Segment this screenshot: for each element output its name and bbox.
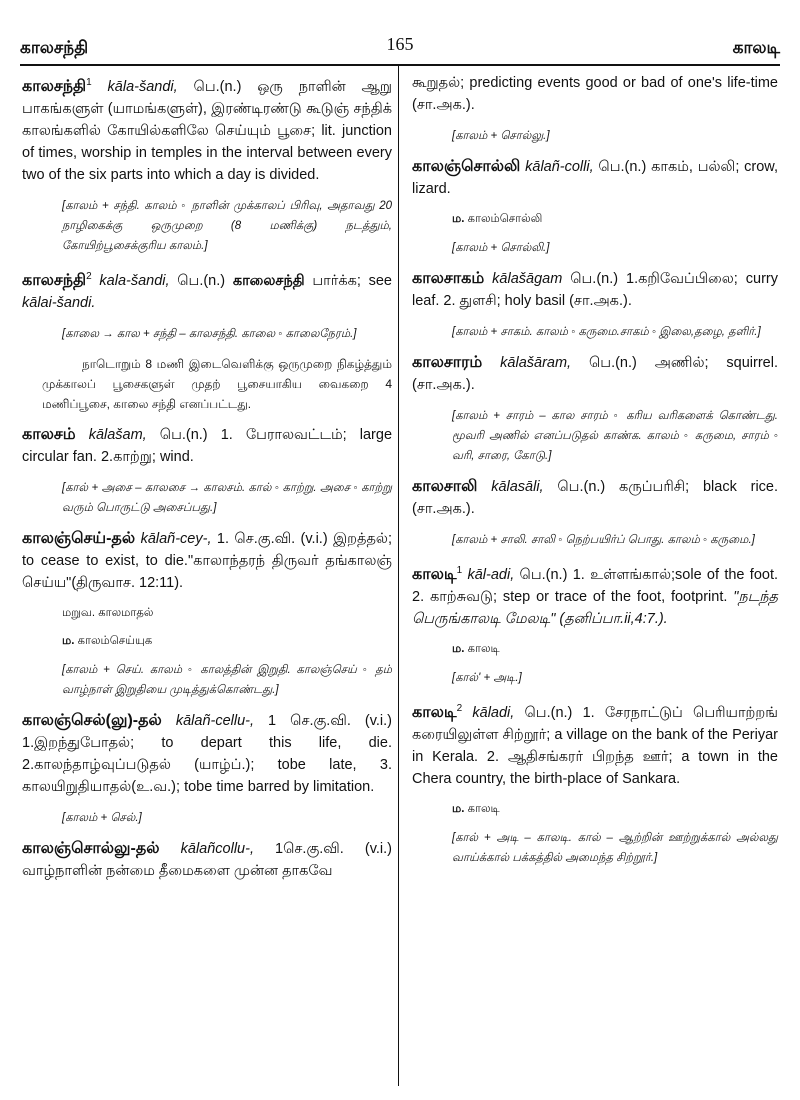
cognate-line xyxy=(452,640,778,658)
etymology-note: [காலம் + சொல்லி.] xyxy=(452,242,550,254)
cognate-lang-label: ம. xyxy=(452,802,465,815)
headword: காலடி xyxy=(412,565,457,583)
headword: காலஞ்செய்-தல் xyxy=(22,529,136,547)
transliteration: kālañ-colli, xyxy=(525,159,594,175)
entry-kalasagam xyxy=(412,268,778,312)
etymology-note: [காலம் + சொல்லு.] xyxy=(452,130,550,142)
synonym-line: மறுவ. காலமாதல் xyxy=(62,606,154,619)
entry-kalancolli xyxy=(412,156,778,200)
transliteration: kāla-šandi, xyxy=(107,78,178,95)
cognate-line xyxy=(452,800,778,818)
entry-continuation: கூறுதல்; predicting events good or bad of one's life-time (சா.அக.). xyxy=(412,75,778,113)
etymology-note: [காலை → கால + சந்தி – காலசந்தி. காலை ◦ காலைநேரம்.] xyxy=(62,327,357,340)
etymology-note: [காலம் + செல்.] xyxy=(62,811,142,824)
definition: பெ.(n.) ஒரு நாளின் ஆறு பாகங்களுள் (யாமங்களுள்), இரண்டிரண்டு கூடுஞ் சந்திக் காலங்களில் கோயில்களிலே செய்யும் பூசை; lit. junction of times, worship in temples in the interval between every two of the six parts into which a day is divided. xyxy=(22,78,393,183)
definition: பெ.(n.) xyxy=(169,272,233,289)
headword: காலசாலி xyxy=(412,478,478,495)
headword: காலசந்தி xyxy=(22,77,87,95)
definition: பெ.(n.) 1. உள்ளங்கால்;sole of the foot. 2. காற்சுவடு; step or trace of the foot, footprint. xyxy=(412,566,779,605)
page-number: 165 xyxy=(386,34,414,54)
transliteration: kālasāli, xyxy=(491,479,544,495)
transliteration: kālañcollu-, xyxy=(180,840,254,857)
entry-kalasandi-2 xyxy=(22,266,392,314)
entry-kalasandi-1 xyxy=(22,72,392,186)
transliteration: kālašāram, xyxy=(500,355,572,371)
definition: 1. செ.கு.வி. (v.i.) இறத்தல்; to cease to exist, to die."காலாந்தரந் திருவர் தங்காலஞ் செய்ய"(திருவாச. 12:11). xyxy=(22,530,393,591)
cognate-lang-label: ம. xyxy=(62,634,75,647)
definition: பெ.(n.) காகம், பல்லி; crow, lizard. xyxy=(412,159,778,197)
right-column xyxy=(412,72,778,878)
cognate-lang-label: ம. xyxy=(452,642,465,655)
transliteration: kala-šandi, xyxy=(99,272,170,289)
headword: காலசாரம் xyxy=(412,354,483,371)
etymology-note: [காலம் + சாரம் – கால சாரம் ◦ கரிய வரிகளைக் கொண்டது. மூவரி அணில் எனப்படுதல் காண்க. காலம் ◦ கருமை, சாரம் ◦ வரி, சாரை, கோடு.] xyxy=(452,410,778,462)
cognate-word: காலம்செய்யுக xyxy=(74,634,153,647)
transliteration: kāladi, xyxy=(472,704,515,721)
headword: காலஞ்சொல்லி xyxy=(412,158,521,175)
headword: காலசாகம் xyxy=(412,270,485,287)
transliteration: kālañ-cey-, xyxy=(140,530,212,547)
cognate-lang-label: ம. xyxy=(452,213,465,225)
entry-kalasaram xyxy=(412,352,778,396)
transliteration: kāl-adi, xyxy=(467,566,515,583)
definition: பெ.(n.) 1. பேராலவட்டம்; large circular fan. 2.காற்று; wind. xyxy=(22,426,393,465)
homonym-number: 2 xyxy=(456,702,463,714)
etymology-note: [காலம் + சந்தி. காலம் ◦ நாளின் முக்காலப் பிரிவு, அதாவது 20 நாழிகைக்கு ஒருமுறை (8 மணிக்கு) நடத்தும், கோயிற்பூசைக்குரிய காலம்.] xyxy=(62,199,392,252)
etymology-note: [காலம் + செய். காலம் ◦ காலத்தின் இறுதி. காலஞ்செய் ◦ தம் வாழ்நாள் இறுதியை முடித்துக்கொண்டது.] xyxy=(62,663,392,696)
definition: பெ.(n.) 1.கறிவேப்பிலை; curry leaf. 2. துளசி; holy basil (சா.அக.). xyxy=(412,271,779,309)
definition: 1செ.கு.வி. (v.i.) வாழ்நாளின் நன்மை தீமைகளை முன்ன தாகவே xyxy=(22,840,393,879)
entry-kaladi-2 xyxy=(412,698,778,790)
homonym-number: 2 xyxy=(86,270,92,282)
headword: காலசந்தி xyxy=(22,271,87,289)
cognate-word: காலம்சொல்லி xyxy=(464,213,543,225)
header-left-guideword: காலசந்தி xyxy=(20,38,89,57)
etymology-note: [காலம் + சாகம். காலம் ◦ கருமை.சாகம் ◦ இலை,தழை, தளிர்.] xyxy=(452,326,761,338)
cross-reference: காலைசந்தி xyxy=(232,272,305,289)
headword: காலஞ்செல்(லு)-தல் xyxy=(22,711,162,729)
left-column xyxy=(22,72,392,886)
cognate-line xyxy=(452,210,778,228)
definition: பெ.(n.) அணில்; squirrel. (சா.அக.). xyxy=(412,355,778,393)
entry-kalancellu-tal xyxy=(22,710,392,798)
entry-kalancey-tal xyxy=(22,528,392,594)
headword: காலடி xyxy=(412,703,457,721)
page-header xyxy=(20,34,780,60)
definition: 1 செ.கு.வி. (v.i.) 1.இறந்துபோதல்; to depart this life, die. 2.காலந்தாழ்வுப்படுதல் (யாழ்ப்.); tobe late, 3. காலயிறுதியாதல்(உ.வ.); tobe time barred by limitation. xyxy=(22,712,392,795)
etymology-note: [கால் + அடி – காலடி. கால் – ஆற்றின் ஊற்றுக்கால் அல்லது வாய்க்கால் பக்கத்தில் அமைந்த சிற்றூர்.] xyxy=(452,831,778,864)
etymology-note: [காலம் + சாலி. சாலி ◦ நெற்பயிர்ப் பொது. காலம் ◦ கருமை.] xyxy=(452,534,755,546)
homonym-number: 1 xyxy=(86,77,92,88)
header-right-guideword: காலடி xyxy=(732,38,780,57)
transliteration: kālañ-cellu-, xyxy=(175,712,255,729)
transliteration: kālai-šandi. xyxy=(22,294,96,311)
quotation: "நடந்த பெருங்காலடி மேலடி" (தனிப்பா.ii,4:7.). xyxy=(412,588,778,627)
definition: பெ.(n.) கருப்பரிசி; black rice.(சா.அக.). xyxy=(412,479,779,517)
cognate-word: காலடி xyxy=(464,642,500,655)
column-divider xyxy=(398,66,399,1086)
definition: பெ.(n.) 1. சேரநாட்டுப் பெரியாற்றங் கரையிலுள்ள சிற்றூர்; a village on the bank of the Periyar in Kerala. 2. ஆதிசங்கரர் பிறந்த ஊர்; a town in the Chera country, the birth-place of Sankara. xyxy=(412,704,779,787)
homonym-number: 1 xyxy=(456,565,463,576)
entry-kalasali xyxy=(412,476,778,520)
etymology-note: [கால் + அசை – காலசை → காலசம். கால் ◦ காற்று. அசை ◦ காற்று வரும் பொருட்டு அசைப்பது.] xyxy=(62,481,392,514)
headword: காலஞ்சொல்லு-தல் xyxy=(22,839,160,857)
headword: காலசம் xyxy=(22,425,76,443)
explanatory-paragraph: நாடொறும் 8 மணி இடைவெளிக்கு ஒருமுறை நிகழ்த்தும் முக்காலப் பூசைகளுள் முதற் பூசையாகிய வைகறை 4 மணிப்பூசை, காலை சந்தி எனப்பட்டது. xyxy=(42,356,392,411)
entry-kaladi-1 xyxy=(412,560,778,630)
cognate-line xyxy=(62,632,392,650)
definition: பார்க்க; see xyxy=(304,272,392,289)
header-rule xyxy=(20,64,780,66)
transliteration: kālašam, xyxy=(88,426,147,443)
entry-kalasam xyxy=(22,424,392,468)
cognate-word: காலடி xyxy=(464,802,500,815)
transliteration: kālašāgam xyxy=(492,271,563,287)
entry-kalancollu-tal xyxy=(22,838,392,882)
etymology-note: [கால்' + அடி.] xyxy=(452,671,522,684)
